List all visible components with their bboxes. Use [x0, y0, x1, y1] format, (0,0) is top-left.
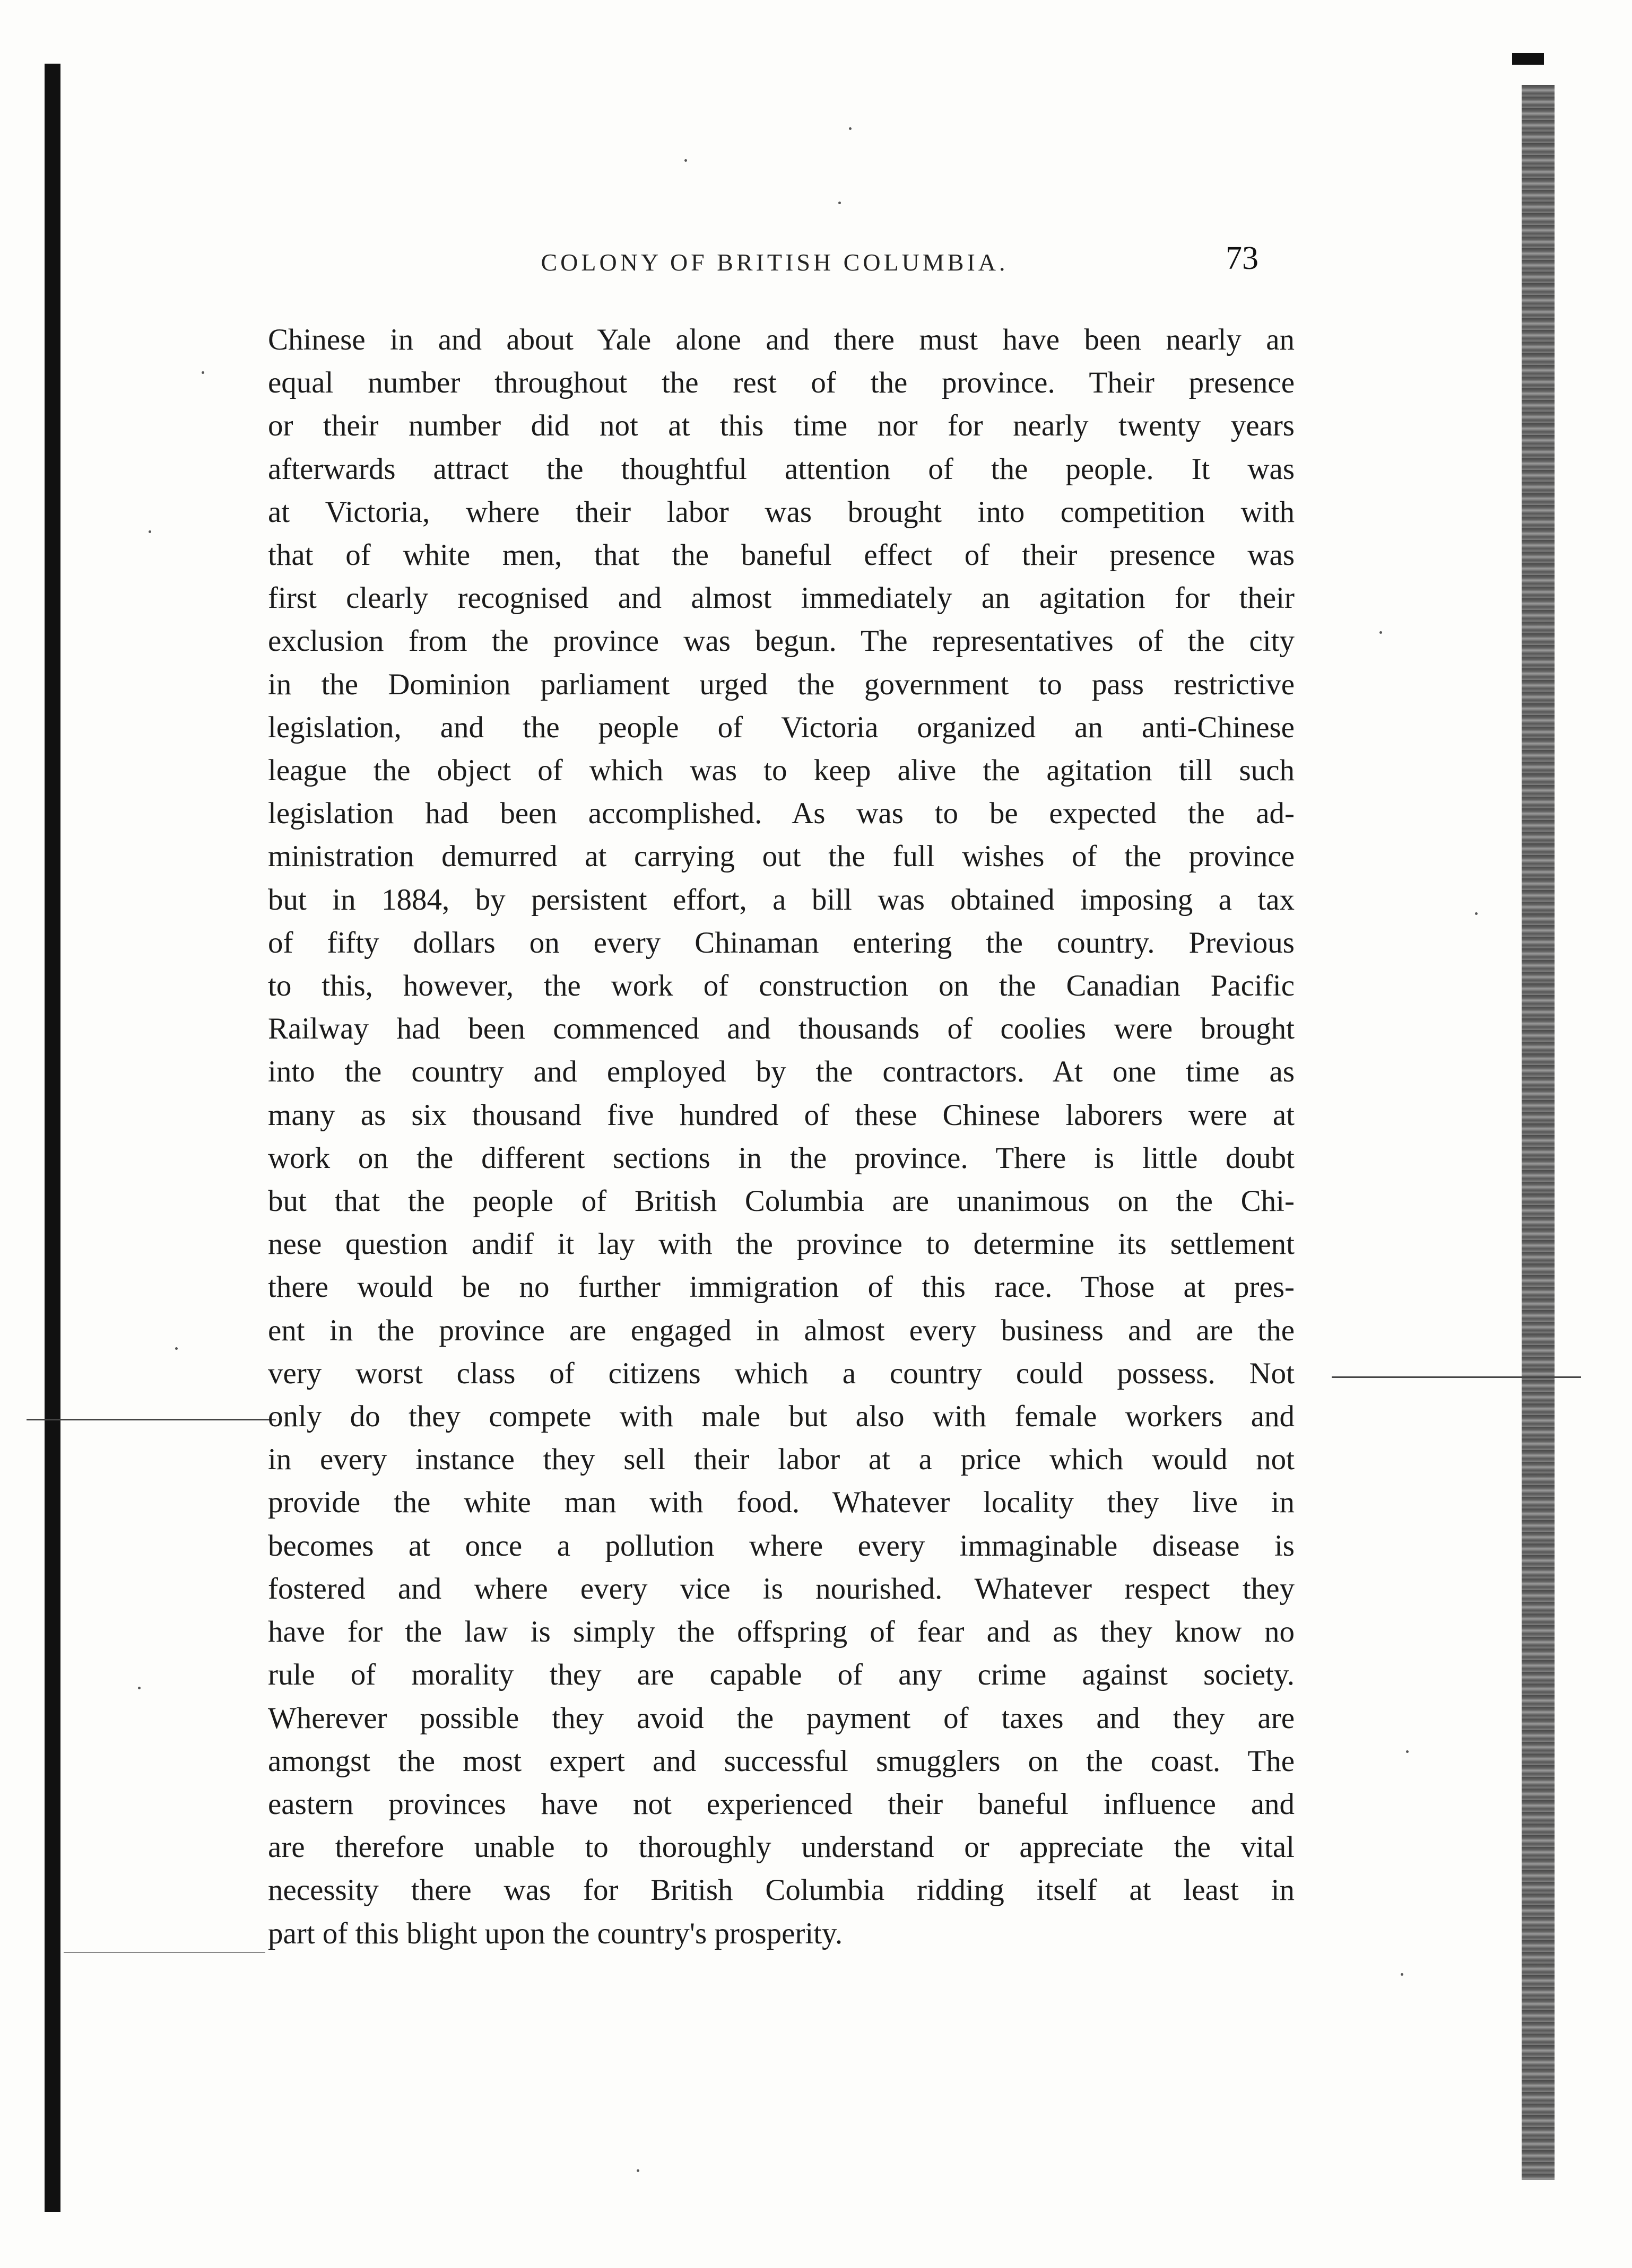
text-line: are therefore unable to thoroughly understand or appreciate the vital — [268, 1830, 1295, 1864]
text-line: many as six thousand five hundred of these Chinese laborers were at — [268, 1098, 1295, 1132]
text-line: exclusion from the province was begun. The representatives of the city — [268, 624, 1295, 658]
text-line: but that the people of British Columbia are unanimous on the Chi- — [268, 1184, 1295, 1218]
scan-speck — [1475, 912, 1478, 915]
text-line: to this, however, the work of construction on the Canadian Pacific — [268, 969, 1295, 1003]
text-line: that of white men, that the baneful effect of their presence was — [268, 538, 1295, 572]
text-line: eastern provinces have not experienced their baneful influence and — [268, 1787, 1295, 1821]
text-line: legislation had been accomplished. As was to be expected the ad- — [268, 797, 1295, 831]
scan-speck — [637, 2169, 639, 2172]
running-head: COLONY OF BRITISH COLUMBIA. — [541, 249, 1009, 276]
text-line: ent in the province are engaged in almost every business and are the — [268, 1313, 1295, 1347]
text-line: have for the law is simply the offspring of fear and as they know no — [268, 1615, 1295, 1649]
scan-speck — [1379, 631, 1382, 634]
scan-speck — [149, 530, 151, 533]
text-line: fostered and where every vice is nourished. Whatever respect they — [268, 1572, 1295, 1606]
scan-speck — [175, 1347, 178, 1350]
page-number: 73 — [1226, 240, 1258, 276]
text-line: Chinese in and about Yale alone and there must have been nearly an — [268, 323, 1295, 356]
text-line: amongst the most expert and successful smugglers on the coast. The — [268, 1744, 1295, 1778]
text-line: becomes at once a pollution where every immaginable disease is — [268, 1529, 1295, 1563]
scan-edge-mark — [1512, 53, 1544, 65]
text-line: rule of morality they are capable of any crime against society. — [268, 1658, 1295, 1692]
text-line: only do they compete with male but also with female workers and — [268, 1400, 1295, 1434]
scan-speck — [138, 1687, 141, 1689]
text-line: very worst class of citizens which a country could possess. Not — [268, 1356, 1295, 1390]
scan-line — [1332, 1376, 1581, 1378]
text-line: provide the white man with food. Whatever locality they live in — [268, 1486, 1295, 1520]
scan-line — [64, 1952, 265, 1953]
text-line: of fifty dollars on every Chinaman entering the country. Previous — [268, 926, 1295, 959]
text-line: in the Dominion parliament urged the government to pass restrictive — [268, 667, 1295, 701]
binding-edge — [45, 64, 60, 2212]
scan-speck — [684, 159, 687, 162]
text-line: in every instance they sell their labor at a price which would not — [268, 1443, 1295, 1477]
text-line: legislation, and the people of Victoria organized an anti-Chinese — [268, 710, 1295, 744]
scan-line — [27, 1419, 276, 1420]
text-line: first clearly recognised and almost immediately an agitation for their — [268, 581, 1295, 615]
text-line: or their number did not at this time nor for nearly twenty years — [268, 409, 1295, 443]
text-line: work on the different sections in the province. There is little doubt — [268, 1141, 1295, 1175]
text-line: league the object of which was to keep alive the agitation till such — [268, 754, 1295, 788]
text-line: at Victoria, where their labor was brought into competition with — [268, 495, 1295, 529]
scan-speck — [1406, 1750, 1409, 1753]
text-line: ministration demurred at carrying out the full wishes of the province — [268, 840, 1295, 874]
text-line: afterwards attract the thoughtful attention of the people. It was — [268, 452, 1295, 486]
text-line: part of this blight upon the country's prosperity. — [268, 1916, 843, 1950]
text-line: necessity there was for British Columbia ridding itself at least in — [268, 1873, 1295, 1907]
scan-speck — [1401, 1973, 1403, 1976]
text-line: but in 1884, by persistent effort, a bill was obtained imposing a tax — [268, 883, 1295, 917]
scan-edge — [1522, 85, 1555, 2180]
text-line: into the country and employed by the contractors. At one time as — [268, 1055, 1295, 1089]
body-text — [268, 318, 1295, 1955]
text-line: nese question andif it lay with the province to determine its settlement — [268, 1227, 1295, 1261]
scan-speck — [202, 371, 204, 374]
scan-speck — [849, 127, 852, 130]
text-line: Wherever possible they avoid the payment of taxes and they are — [268, 1701, 1295, 1735]
text-line: equal number throughout the rest of the province. Their presence — [268, 366, 1295, 400]
scan-speck — [838, 202, 841, 204]
text-line: there would be no further immigration of this race. Those at pres- — [268, 1270, 1295, 1304]
text-line: Railway had been commenced and thousands of coolies were brought — [268, 1012, 1295, 1046]
